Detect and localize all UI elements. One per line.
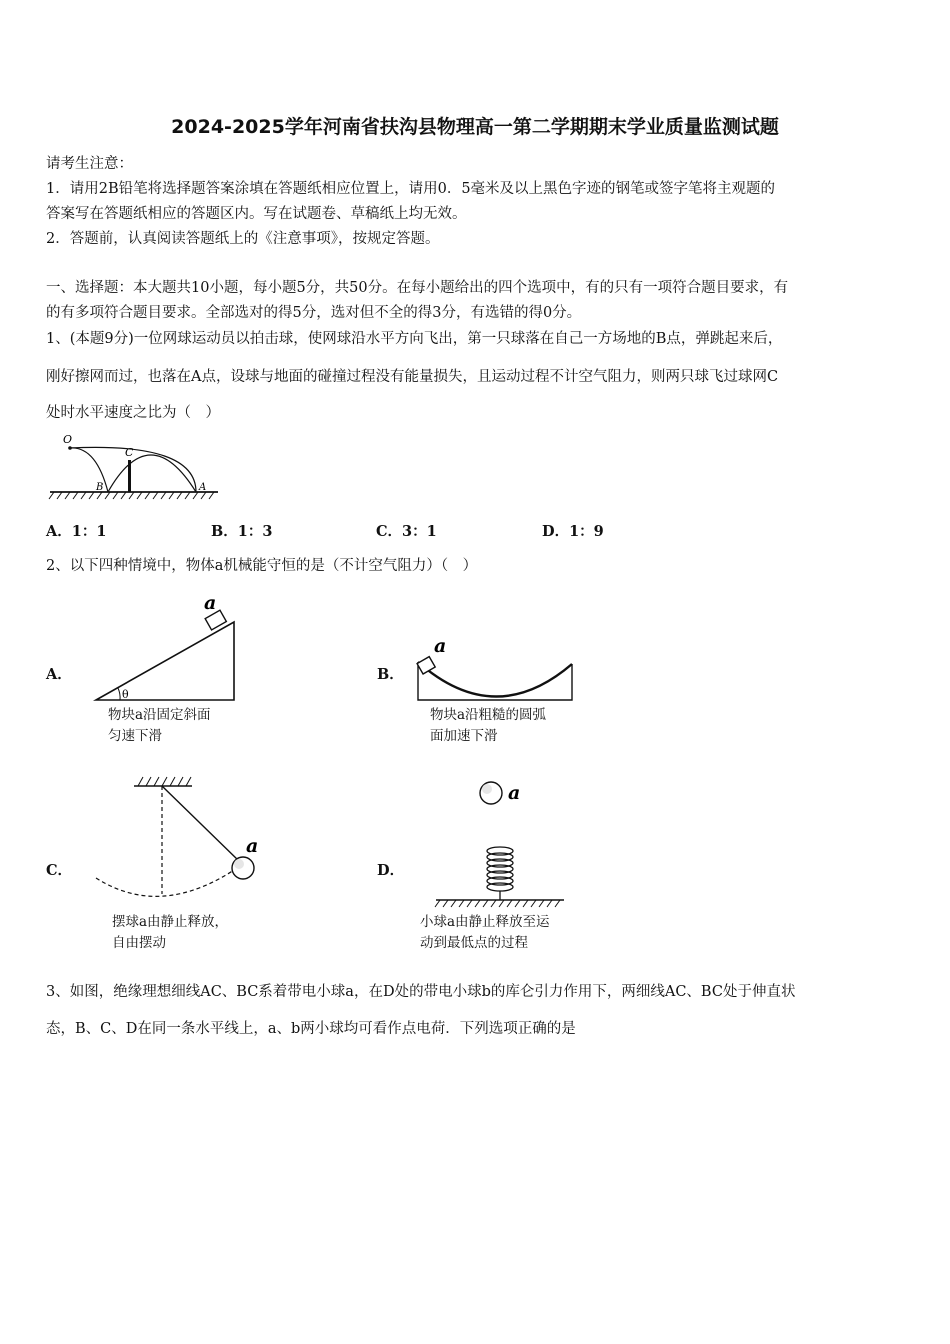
question-1-line-1: 1、(本题9分)一位网球运动员以拍击球，使网球沿水平方向飞出，第一只球落在自己一方场地的B点，弹跳起来后，: [46, 331, 783, 347]
object-a-label: a: [434, 635, 447, 657]
page-title: 2024-2025学年河南省扶沟县物理高一第二学期期末学业质量监测试题: [171, 116, 779, 138]
question-3-line-1: 3、如图，绝缘理想细线AC、BC系着带电小球a，在D处的带电小球b的库仑引力作用下，两细线AC、BC处于伸直状: [46, 984, 796, 1000]
pendulum-figure: [92, 770, 272, 910]
block-a: [417, 657, 435, 674]
q2-option-b-label[interactable]: B．: [377, 666, 404, 683]
q1-option-d[interactable]: D．1：9: [542, 523, 604, 540]
question-2-stem: 2、以下四种情境中，物体a机械能守恒的是（不计空气阻力）（ ）: [46, 558, 478, 574]
q1-trajectory-figure: [46, 430, 226, 502]
pendulum-ball-a: [232, 857, 254, 879]
q2-option-a-caption-1: 物块a沿固定斜面: [108, 707, 211, 723]
question-1-line-2: 刚好擦网而过，也落在A点，设球与地面的碰撞过程没有能量损失，且运动过程不计空气阻力，则两只球飞过球网C: [46, 369, 779, 385]
notice-item-1-line-1: 1．请用2B铅笔将选择题答案涂填在答题纸相应位置上，请用0．5毫米及以上黑色字迹的钢笔或签字笔将主观题的: [46, 181, 776, 197]
spring-figure: [430, 775, 570, 910]
q2-option-d-caption-2: 动到最低点的过程: [420, 935, 528, 951]
arc-surface-figure: [412, 630, 577, 705]
object-a-label: a: [246, 835, 259, 857]
section-instructions-line-2: 的有多项符合题目要求。全部选对的得5分，选对但不全的得3分，有选错的得0分。: [46, 305, 582, 321]
q1-option-b[interactable]: B．1：3: [211, 523, 273, 540]
section-instructions-line-1: 一、选择题：本大题共10小题，每小题5分，共50分。在每小题给出的四个选项中，有的只有一项符合题目要求，有: [46, 280, 789, 296]
q2-option-c-caption-1: 摆球a由静止释放，: [112, 914, 229, 930]
notice-heading: 请考生注意：: [46, 156, 133, 172]
point-label-b: B: [96, 482, 104, 493]
q1-option-c[interactable]: C．3：1: [376, 523, 437, 540]
q1-option-a[interactable]: A．1：1: [46, 523, 107, 540]
object-a-label: a: [508, 782, 521, 804]
theta-label: θ: [122, 688, 129, 701]
q2-option-b-caption-1: 物块a沿粗糙的圆弧: [430, 707, 547, 723]
notice-item-2: 2．答题前，认真阅读答题纸上的《注意事项》，按规定答题。: [46, 231, 440, 247]
incline-figure: [92, 592, 242, 704]
spring: [487, 847, 513, 900]
object-a-label: a: [204, 592, 217, 614]
q2-option-b-caption-2: 面加速下滑: [430, 728, 498, 744]
point-label-c: C: [125, 446, 134, 459]
q2-option-d-label[interactable]: D．: [377, 862, 405, 879]
point-label-o: O: [63, 433, 73, 446]
question-3-line-2: 态，B、C、D在同一条水平线上，a、b两小球均可看作点电荷．下列选项正确的是: [46, 1021, 576, 1037]
q2-option-c-label[interactable]: C．: [46, 862, 73, 879]
q2-option-a-caption-2: 匀速下滑: [108, 728, 162, 744]
q2-option-c-caption-2: 自由摆动: [112, 935, 166, 951]
notice-item-1-line-2: 答案写在答题纸相应的答题区内。写在试题卷、草稿纸上均无效。: [46, 206, 467, 222]
q2-option-d-caption-1: 小球a由静止释放至运: [420, 914, 550, 930]
ball-a: [480, 782, 502, 804]
point-label-a: A: [199, 482, 207, 493]
question-1-line-3: 处时水平速度之比为（ ）: [46, 405, 220, 421]
q2-option-a-label[interactable]: A．: [46, 666, 72, 683]
